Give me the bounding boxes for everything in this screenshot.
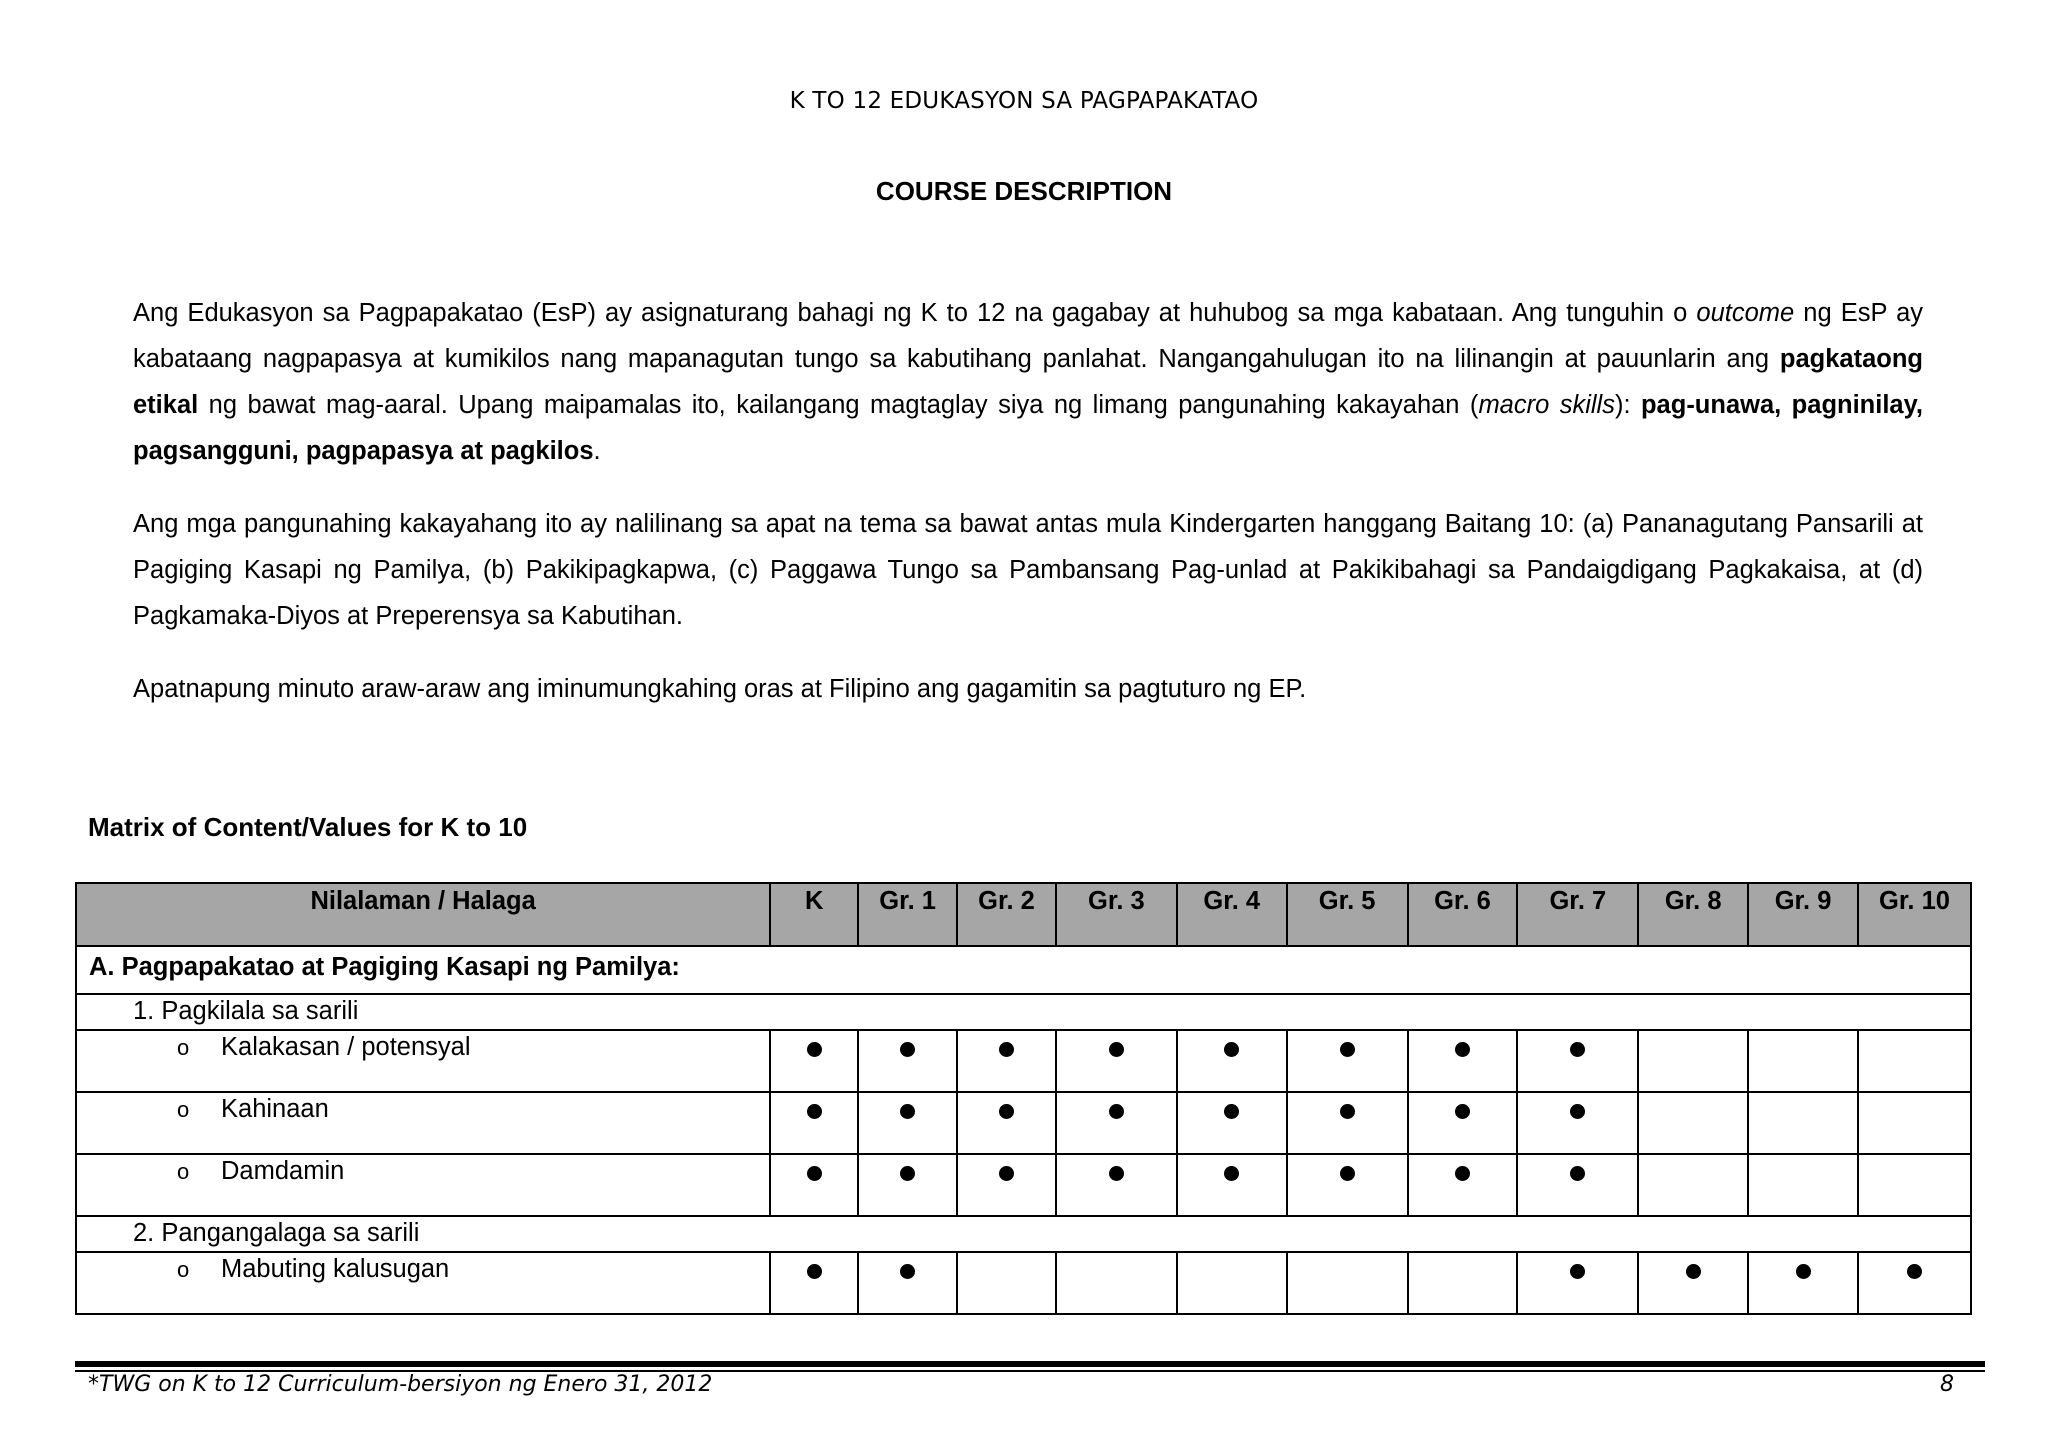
bullet-marker: o <box>177 1257 190 1282</box>
coverage-dot <box>1570 1104 1585 1119</box>
grade-cell <box>1408 1252 1518 1314</box>
p1-bold-etikal: pagkataong etikal <box>133 345 1923 419</box>
grade-cell <box>1517 1092 1638 1154</box>
grade-header: Gr. 8 <box>1638 883 1748 946</box>
grade-cell <box>1056 1154 1177 1216</box>
grade-cell <box>1517 1252 1638 1314</box>
coverage-dot <box>900 1104 915 1119</box>
coverage-dot <box>1109 1166 1124 1181</box>
coverage-dot <box>1224 1042 1239 1057</box>
coverage-dot <box>807 1166 822 1181</box>
subcategory-row <box>76 994 1971 1030</box>
coverage-dot <box>1455 1042 1470 1057</box>
grade-cell <box>1408 1030 1518 1092</box>
coverage-dot <box>900 1264 915 1279</box>
grade-cell <box>1517 1030 1638 1092</box>
grade-cell <box>1408 1154 1518 1216</box>
grade-cell <box>1056 1092 1177 1154</box>
bullet-marker: o <box>177 1035 190 1060</box>
grade-cell <box>1056 1030 1177 1092</box>
grade-cell <box>1748 1252 1858 1314</box>
grade-cell <box>770 1252 858 1314</box>
coverage-dot <box>807 1104 822 1119</box>
bullet-marker: o <box>177 1097 190 1122</box>
grade-cell <box>1177 1252 1287 1314</box>
grade-cell <box>858 1030 957 1092</box>
coverage-dot <box>900 1042 915 1057</box>
course-description-paragraph-3 <box>133 666 1923 712</box>
coverage-dot <box>1570 1042 1585 1057</box>
grade-cell <box>1858 1030 1971 1092</box>
grade-cell <box>957 1092 1056 1154</box>
grade-cell <box>1177 1154 1287 1216</box>
p1-italic-macro-skills: macro skills <box>1478 391 1615 419</box>
item-label-cell <box>76 1154 770 1216</box>
p2-text: Ang mga pangunahing kakayahang ito ay nalilinang sa apat na tema sa bawat antas mula Kindergarten hanggang Baitang 10: (a) Pananagutang Pansarili at Pagiging Kasapi ng Pamilya, (b) Pakikipagkapwa, (c) Paggawa Tungo sa Pambansang Pag-unlad at Pakikibahagi sa Pandaigdigang Pagkakaisa, at (d) Pagkamaka-Diyos at Preperensya sa Kabutihan. <box>133 510 1923 630</box>
grade-cell <box>770 1154 858 1216</box>
grade-cell <box>1858 1092 1971 1154</box>
footer-rule-thick <box>75 1361 1985 1367</box>
coverage-dot <box>999 1166 1014 1181</box>
matrix-header-row <box>76 883 1971 946</box>
item-label: Kahinaan <box>221 1095 329 1123</box>
grade-cell <box>1517 1154 1638 1216</box>
grade-cell <box>1858 1252 1971 1314</box>
grade-header: Gr. 3 <box>1056 883 1177 946</box>
grade-cell <box>1287 1030 1408 1092</box>
coverage-dot <box>1570 1264 1585 1279</box>
grade-cell <box>1177 1092 1287 1154</box>
grade-cell <box>1748 1154 1858 1216</box>
grade-cell <box>1638 1154 1748 1216</box>
grade-header: Gr. 9 <box>1748 883 1858 946</box>
table-row <box>76 1154 1971 1216</box>
coverage-dot <box>1686 1264 1701 1279</box>
item-label: Kalakasan / potensyal <box>221 1033 471 1061</box>
coverage-dot <box>1109 1042 1124 1057</box>
grade-cell <box>1748 1092 1858 1154</box>
coverage-dot <box>1455 1166 1470 1181</box>
p1-text-1: Ang Edukasyon sa Pagpapakatao (EsP) ay asignaturang bahagi ng K to 12 na gagabay at huhubog sa mga kabataan. Ang tunguhin o <box>133 299 1697 327</box>
grade-cell <box>858 1252 957 1314</box>
subcategory-label: 2. Pangangalaga sa sarili <box>133 1219 420 1247</box>
coverage-dot <box>999 1042 1014 1057</box>
grade-cell <box>1056 1252 1177 1314</box>
grade-cell <box>1638 1092 1748 1154</box>
grade-header: Gr. 6 <box>1408 883 1518 946</box>
grade-header: Gr. 5 <box>1287 883 1408 946</box>
coverage-dot <box>1224 1166 1239 1181</box>
p1-italic-outcome: outcome <box>1696 299 1795 327</box>
item-label: Damdamin <box>221 1157 345 1185</box>
p3-text: Apatnapung minuto araw-araw ang iminumungkahing oras at Filipino ang gagamitin sa pagtuturo ng EP. <box>133 675 1307 703</box>
section-title: COURSE DESCRIPTION <box>875 176 1173 206</box>
coverage-dot <box>1224 1104 1239 1119</box>
coverage-dot <box>1340 1104 1355 1119</box>
course-description-paragraph-2 <box>133 501 1923 639</box>
grade-cell <box>1177 1030 1287 1092</box>
subcategory-label: 1. Pagkilala sa sarili <box>133 997 359 1025</box>
category-label: A. Pagpapakatao at Pagiging Kasapi ng Pamilya: <box>89 953 680 981</box>
grade-cell <box>1287 1252 1408 1314</box>
item-label: Mabuting kalusugan <box>221 1255 450 1283</box>
p1-bold-skills: pag-unawa, pagninilay, pagsangguni, pagpapasya at pagkilos <box>133 391 1923 465</box>
grade-cell <box>858 1092 957 1154</box>
coverage-dot <box>1570 1166 1585 1181</box>
grade-header: Gr. 2 <box>957 883 1056 946</box>
coverage-dot <box>1109 1104 1124 1119</box>
grade-cell <box>770 1092 858 1154</box>
p1-text-3: ng bawat mag-aaral. Upang maipamalas ito, kailangang magtaglay siya ng limang pangunahing kakayahan ( <box>198 391 1479 419</box>
document-header: K TO 12 EDUKASYON SA PAGPAPAKATAO <box>789 88 1259 114</box>
item-label-cell <box>76 1252 770 1314</box>
coverage-dot <box>1455 1104 1470 1119</box>
course-description-paragraph-1 <box>133 290 1923 474</box>
p1-text-2: ng EsP ay kabataang nagpapasya at kumikilos nang mapanagutan tungo sa kabutihang panlahat. Nangangahulugan ito na lilinangin at pauunlarin ang <box>133 299 1924 373</box>
grade-cell <box>770 1030 858 1092</box>
footer-version-note: *TWG on K to 12 Curriculum-bersiyon ng Enero 31, 2012 <box>88 1372 713 1397</box>
item-label-cell <box>76 1092 770 1154</box>
grade-cell <box>1748 1030 1858 1092</box>
matrix-title: Matrix of Content/Values for K to 10 <box>88 812 528 842</box>
coverage-dot <box>999 1104 1014 1119</box>
grade-cell <box>1408 1092 1518 1154</box>
coverage-dot <box>900 1166 915 1181</box>
subcategory-row <box>76 1216 1971 1252</box>
grade-header: K <box>770 883 858 946</box>
page-number: 8 <box>1940 1372 1954 1397</box>
coverage-dot <box>1340 1042 1355 1057</box>
coverage-dot <box>807 1264 822 1279</box>
coverage-dot <box>807 1042 822 1057</box>
bullet-marker: o <box>177 1159 190 1184</box>
p1-text-4: ): <box>1614 391 1641 419</box>
p1-text-5: . <box>593 437 601 465</box>
table-row <box>76 1030 1971 1092</box>
coverage-dot <box>1907 1264 1922 1279</box>
grade-cell <box>1858 1154 1971 1216</box>
grade-cell <box>957 1030 1056 1092</box>
grade-cell <box>1287 1092 1408 1154</box>
grade-cell <box>1638 1030 1748 1092</box>
category-row <box>76 946 1971 994</box>
table-row <box>76 1092 1971 1154</box>
grade-cell <box>957 1252 1056 1314</box>
grade-cell <box>858 1154 957 1216</box>
grade-header: Gr. 7 <box>1517 883 1638 946</box>
table-row <box>76 1252 1971 1314</box>
grade-cell <box>957 1154 1056 1216</box>
grade-header: Gr. 4 <box>1177 883 1287 946</box>
content-values-matrix <box>75 882 1972 1315</box>
grade-header: Gr. 1 <box>858 883 957 946</box>
coverage-dot <box>1340 1166 1355 1181</box>
grade-header: Gr. 10 <box>1858 883 1971 946</box>
item-label-cell <box>76 1030 770 1092</box>
coverage-dot <box>1796 1264 1811 1279</box>
matrix-header-label: Nilalaman / Halaga <box>76 883 770 946</box>
grade-cell <box>1638 1252 1748 1314</box>
grade-cell <box>1287 1154 1408 1216</box>
